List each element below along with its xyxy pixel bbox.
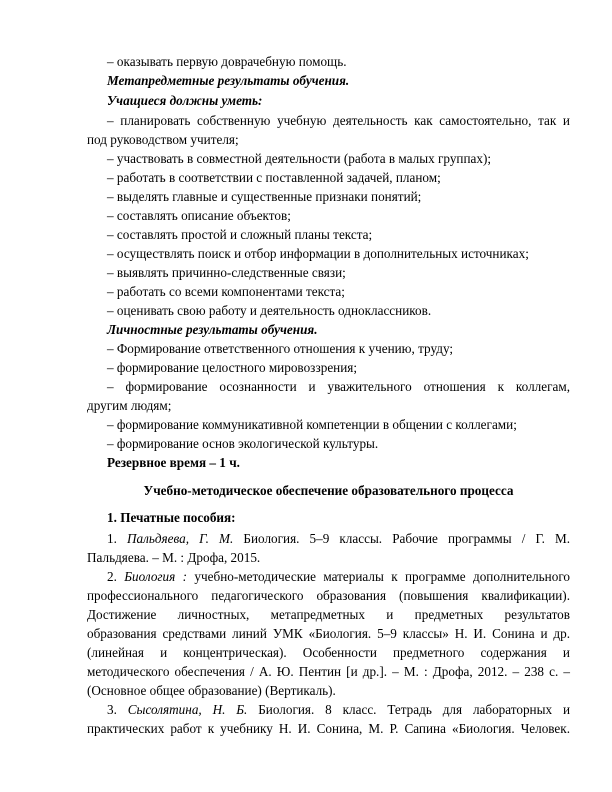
respect-line-2: другим людям; <box>87 398 172 413</box>
support-section-title: Учебно-методическое обеспечение образовательного процесса <box>143 483 514 498</box>
reference-2-line: образования средствами линий УМК «Биология. 5–9 классы» Н. И. Сонина и др. <box>87 626 570 641</box>
list-item: – составлять простой и сложный планы текста; <box>107 227 373 242</box>
list-item: – оценивать свою работу и деятельность одноклассников. <box>107 303 432 318</box>
reference-2-last-line: (Основное общее образование) (Вертикаль). <box>87 683 336 698</box>
list-item: – выявлять причинно-следственные связи; <box>107 265 346 280</box>
reference-1-line-2: Пальдяева. – М. : Дрофа, 2015. <box>87 550 261 565</box>
reference-3-author: Сысолятина, Н. Б. <box>127 702 248 717</box>
printed-materials-heading: 1. Печатные пособия: <box>107 510 236 525</box>
respect-line-1: – формирование осознанности и уважительного отношения к коллегам, <box>107 379 570 394</box>
first-aid-line: – оказывать первую доврачебную помощь. <box>107 54 347 69</box>
reference-2-line: методического обеспечения / А. Ю. Пентин [и др.]. – М. : Дрофа, 2012. – 238 с. – <box>87 664 570 679</box>
list-item: – работать в соответствии с поставленной задачей, планом; <box>107 170 441 185</box>
reference-1-title: Биология. 5–9 классы. Рабочие программы / Г. М. <box>243 531 570 546</box>
reference-3-line-2: практических работ к учебнику Н. И. Сонина, М. Р. Сапина «Биология. Человек. <box>87 721 570 736</box>
reference-3-title: Биология. 8 класс. Тетрадь для лабораторных и <box>258 702 571 717</box>
list-item: – выделять главные и существенные признаки понятий; <box>107 189 422 204</box>
list-item: – Формирование ответственного отношения к учению, труду; <box>107 341 454 356</box>
reference-2-author: Биология : <box>124 569 188 584</box>
reference-1-author: Пальдяева, Г. М. <box>126 531 234 546</box>
list-item: – участвовать в совместной деятельности (работа в малых группах); <box>107 151 492 166</box>
reference-1-line-1 <box>107 529 570 548</box>
reference-2-line: профессионального педагогического образования (повышения квалификации). <box>87 588 570 603</box>
list-item: – формирование основ экологической культуры. <box>107 436 379 451</box>
list-item: – осуществлять поиск и отбор информации в дополнительных источниках; <box>107 246 529 261</box>
meta-results-heading: Метапредметные результаты обучения. <box>107 73 350 88</box>
reference-2-line: (линейная и концентрическая). Особенности предметного содержания и <box>87 645 570 660</box>
plan-line-1: – планировать собственную учебную деятельность как самостоятельно, так и <box>107 113 570 128</box>
reference-2-line: Достижение личностных, метапредметных и предметных результатов <box>87 607 570 622</box>
reference-3-line-1 <box>107 700 570 719</box>
list-item: – работать со всеми компонентами текста; <box>107 284 345 299</box>
reference-2-line-1 <box>107 567 570 586</box>
list-item: – формирование целостного мировоззрения; <box>107 360 358 375</box>
list-item: – формирование коммуникативной компетенции в общении с коллегами; <box>107 417 517 432</box>
reference-2-number: 2. <box>107 569 117 584</box>
plan-line-2: под руководством учителя; <box>87 132 239 147</box>
reference-1-number: 1. <box>107 531 117 546</box>
list-item: – составлять описание объектов; <box>107 208 291 223</box>
students-heading: Учащиеся должны уметь: <box>107 93 263 108</box>
reserve-time: Резервное время – 1 ч. <box>107 455 240 470</box>
reference-3-number: 3. <box>107 702 117 717</box>
personal-results-heading: Личностные результаты обучения. <box>107 322 318 337</box>
reference-2-title: учебно-методические материалы к программе дополнительного <box>194 569 571 584</box>
